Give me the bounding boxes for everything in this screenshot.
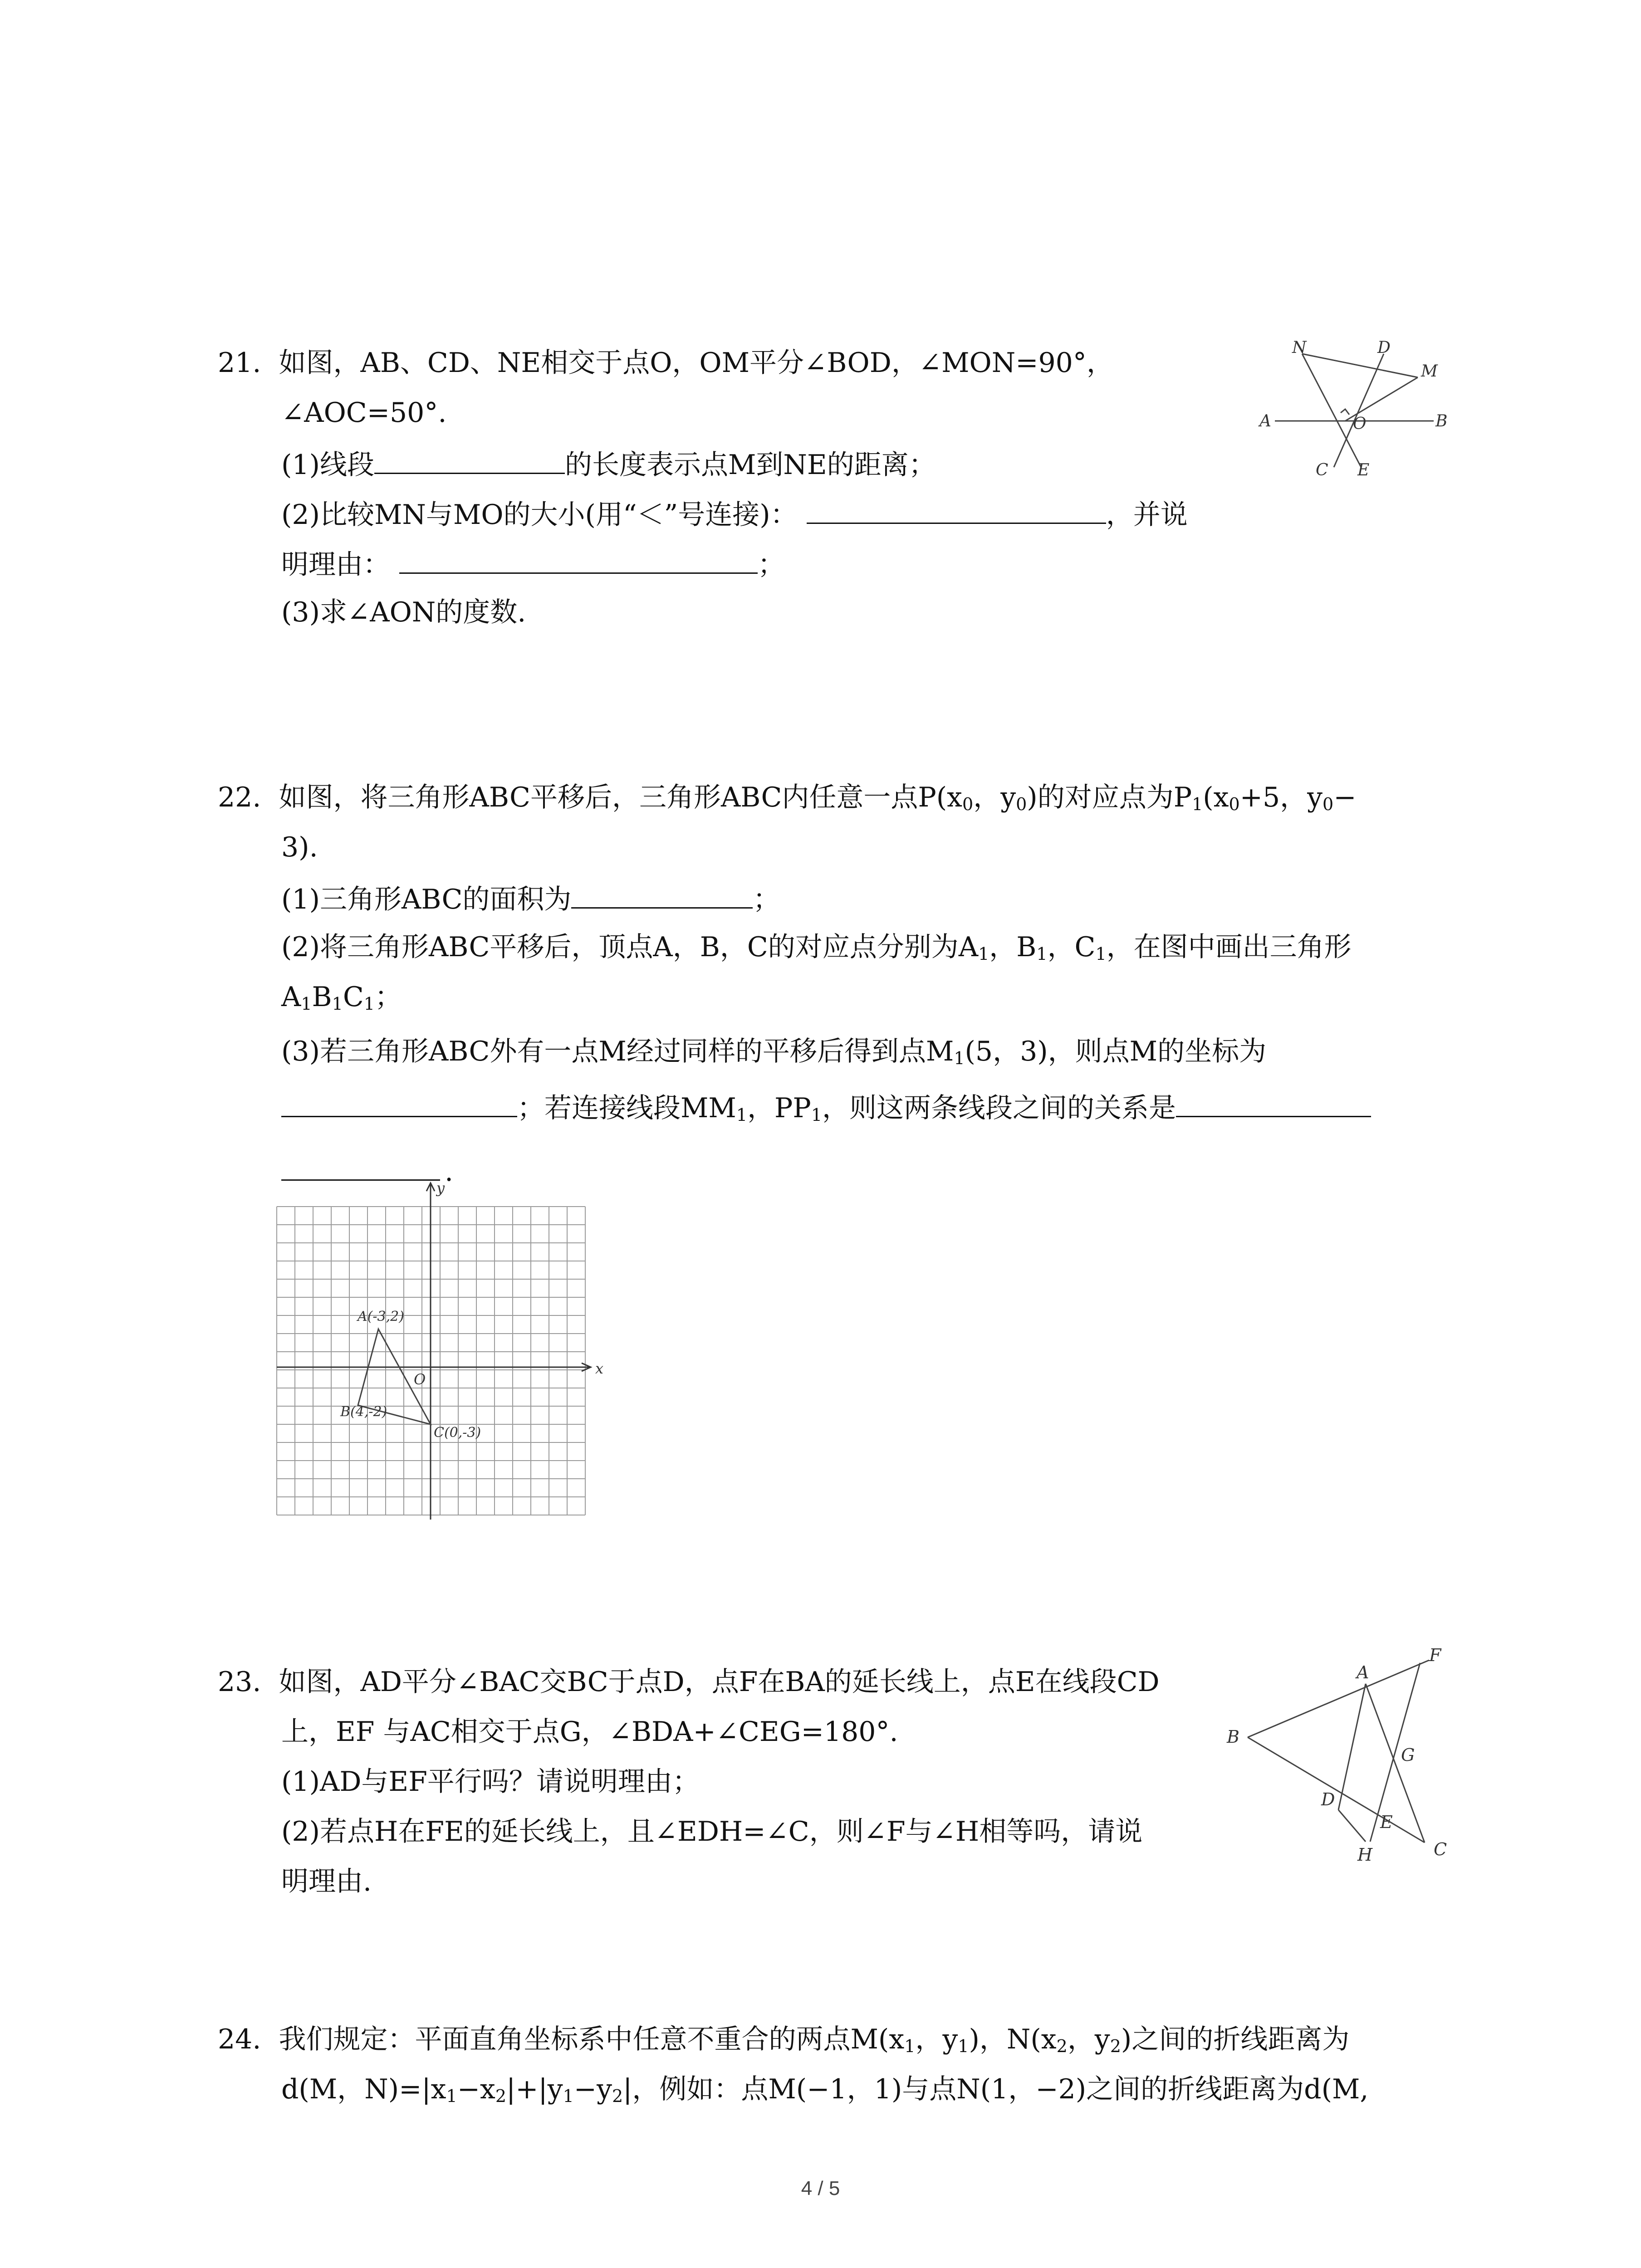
- q22-part2: (2)将三角形ABC平移后，顶点A，B，C的对应点分别为$A_1$，$B_1$，$C_1$，在图中画出三角形: [281, 931, 1352, 964]
- q22-part2-cont: $A_1B_1C_1$；: [281, 981, 402, 1014]
- q24-line2: d(M，$N)=|x_1-x_2|+|y_1-y_2|$，例如：点M(−1，1)与点N(1，−2)之间的折线距离为d(M,: [281, 2073, 1369, 2106]
- q22-part3-cont: ；若连接线段$MM_1$，$PP_1$，则这两条线段之间的关系是: [281, 1084, 1371, 1130]
- answer-blank[interactable]: [571, 875, 753, 909]
- label-c: C: [1434, 1839, 1447, 1859]
- label-h: H: [1357, 1845, 1373, 1865]
- q23-figure: [1220, 1642, 1456, 1869]
- answer-blank[interactable]: [399, 541, 758, 574]
- answer-blank[interactable]: [374, 441, 565, 474]
- label-b: B: [1435, 412, 1448, 430]
- line-ne: [1302, 354, 1361, 467]
- q24-line1: 24. 我们规定：平面直角坐标系中任意不重合的两点$M(x_1$，$y_1$)，$N(x_2$，$y_2$)之间的折线距离为: [218, 2024, 1350, 2056]
- q22-part3-end: .: [281, 1148, 453, 1193]
- label-d: D: [1321, 1789, 1335, 1809]
- line-cd: [1334, 354, 1384, 467]
- line-ac: [1366, 1684, 1425, 1843]
- answer-blank[interactable]: [281, 1148, 440, 1181]
- label-d: D: [1377, 338, 1391, 357]
- label-f: F: [1429, 1645, 1441, 1665]
- right-angle-mark: [1341, 409, 1349, 415]
- label-e: E: [1380, 1812, 1393, 1832]
- q23-part2-cont: 明理由.: [281, 1866, 372, 1897]
- q23-part2: (2)若点H在FE的延长线上，且∠EDH=∠C，则∠F与∠H相等吗，请说: [281, 1816, 1143, 1848]
- q21-part2-reason: 明理由： ；: [281, 541, 785, 587]
- q21-figure: [1252, 336, 1452, 481]
- q21-part3: (3)求∠AON的度数.: [281, 596, 526, 628]
- label-g: G: [1401, 1745, 1415, 1765]
- label-e: E: [1357, 461, 1370, 479]
- q23-part1: (1)AD与EF平行吗？请说明理由；: [281, 1766, 700, 1798]
- label-c: C(0,-3): [434, 1425, 481, 1441]
- q22-part3: (3)若三角形ABC外有一点M经过同样的平移后得到点$M_1(5$，3)，则点M的坐标为: [281, 1036, 1267, 1068]
- answer-blank[interactable]: [807, 491, 1106, 524]
- label-a: A: [1259, 412, 1271, 430]
- answer-blank[interactable]: [1176, 1084, 1371, 1117]
- line-ad: [1338, 1684, 1366, 1810]
- label-c: C: [1316, 461, 1328, 479]
- label-o: O: [414, 1371, 426, 1388]
- q23-line2: 上，EF 与AC相交于点G，∠BDA+∠CEG=180°.: [281, 1716, 898, 1748]
- label-a: A: [1357, 1662, 1369, 1682]
- segment-nm: [1302, 354, 1418, 377]
- q22-line1: 22. 如图，将三角形ABC平移后，三角形ABC内任意一点$P(x_0$，$y_0$)的对应点为$P_1(x_0+5$，$y_0-$: [218, 782, 1357, 814]
- label-b: B(4,-2): [340, 1404, 387, 1420]
- line-bc: [1248, 1737, 1425, 1843]
- label-y: y: [436, 1179, 445, 1197]
- label-m: M: [1421, 362, 1438, 381]
- q21-part1: (1)线段 的长度表示点M到NE的距离；: [281, 441, 936, 487]
- page-number: 4 / 5: [801, 2177, 840, 2200]
- label-b: B: [1227, 1727, 1239, 1747]
- q21-line1: 21. 如图，AB、CD、NE相交于点O，OM平分∠BOD，∠MON=90°，: [218, 347, 1114, 379]
- q22-line2: 3).: [281, 831, 318, 863]
- q21-line2: ∠AOC=50°.: [281, 397, 447, 429]
- label-a: A(-3,2): [358, 1309, 404, 1325]
- q21-part2: (2)比较MN与MO的大小(用“＜”号连接)： ，并说: [281, 491, 1188, 537]
- label-n: N: [1292, 338, 1307, 357]
- q22-grid-figure: [272, 1179, 617, 1524]
- answer-blank[interactable]: [281, 1084, 517, 1117]
- line-dh: [1338, 1810, 1366, 1842]
- label-o: O: [1353, 415, 1367, 433]
- q23-line1: 23. 如图，AD平分∠BAC交BC于点D，点F在BA的延长线上，点E在线段CD: [218, 1666, 1160, 1698]
- label-x: x: [595, 1360, 604, 1377]
- q22-part1: (1)三角形ABC的面积为 ；: [281, 875, 780, 921]
